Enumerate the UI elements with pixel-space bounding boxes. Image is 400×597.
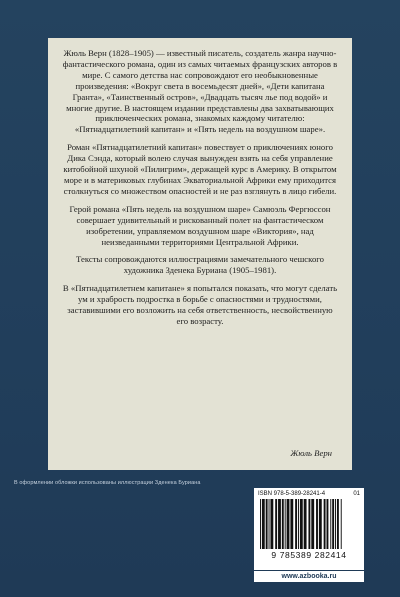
barcode-icon xyxy=(258,499,360,549)
isbn-label: ISBN 978-5-389-28241-4 xyxy=(258,491,326,497)
paragraph-balloon-summary: Герой романа «Пять недель на воздушном шаре» Самюэль Фергюссон совершает удивительный и рискованный полет на фантастическом изобретении, управляемом воздушном шаре «Виктория», над неизведанными территориями Центральной Африки. xyxy=(69,203,331,247)
paragraph-author-intro: Жюль Верн (1828–1905) — известный писатель, создатель жанра научно-фантастического романа, один из самых читаемых французских авторов в мире. С самого детства нас сопровождают его необыкновенные произведения: «Вокруг света в восемьдесят дней», «Дети капитана Гранта», «Таинственный остров», «Двадцать тысяч лье под водой» и многие другие. В настоящем издании представлены два захватывающих приключенческих романа, знакомых каждому читателю: «Пятнадцатилетний капитан» и «Пять недель на воздушном шаре». xyxy=(62,48,338,135)
paragraph-author-quote: В «Пятнадцатилетнем капитане» я попытался показать, что могут сделать ум и храбрость подростка в борьбе с опасностями и трудностями, заставившими его возложить на себя ответственность, несвойственную его возрасту. xyxy=(62,283,338,326)
barcode-block xyxy=(254,488,364,570)
annotation-text xyxy=(61,48,339,334)
paragraph-illustrations: Тексты сопровождаются иллюстрациями замечательного чешского художника Зденека Буриана (1905–1981). xyxy=(76,254,324,276)
quote-signature: Жюль Верн xyxy=(290,448,332,458)
publisher-url: www.azbooka.ru xyxy=(254,571,364,582)
annotation-panel xyxy=(48,38,352,470)
paragraph-captain-summary: Роман «Пятнадцатилетний капитан» повествует о приключениях юного Дика Сэнда, который волею случая вынужден взять на себя управление китобойной шхуной «Пилигрим», держащей курс в Америку. В открытом море и в материковых глубинах Экваториальной Африки ему приходится столкнуться со множеством опасностей и не раз взглянуть в лицо гибели. xyxy=(63,142,337,196)
issue-number: 01 xyxy=(353,491,360,497)
cover-credit: В оформлении обложки использованы иллюстрации Зденека Буриана xyxy=(14,480,201,486)
barcode-digits: 9 785389 282414 xyxy=(271,550,347,560)
